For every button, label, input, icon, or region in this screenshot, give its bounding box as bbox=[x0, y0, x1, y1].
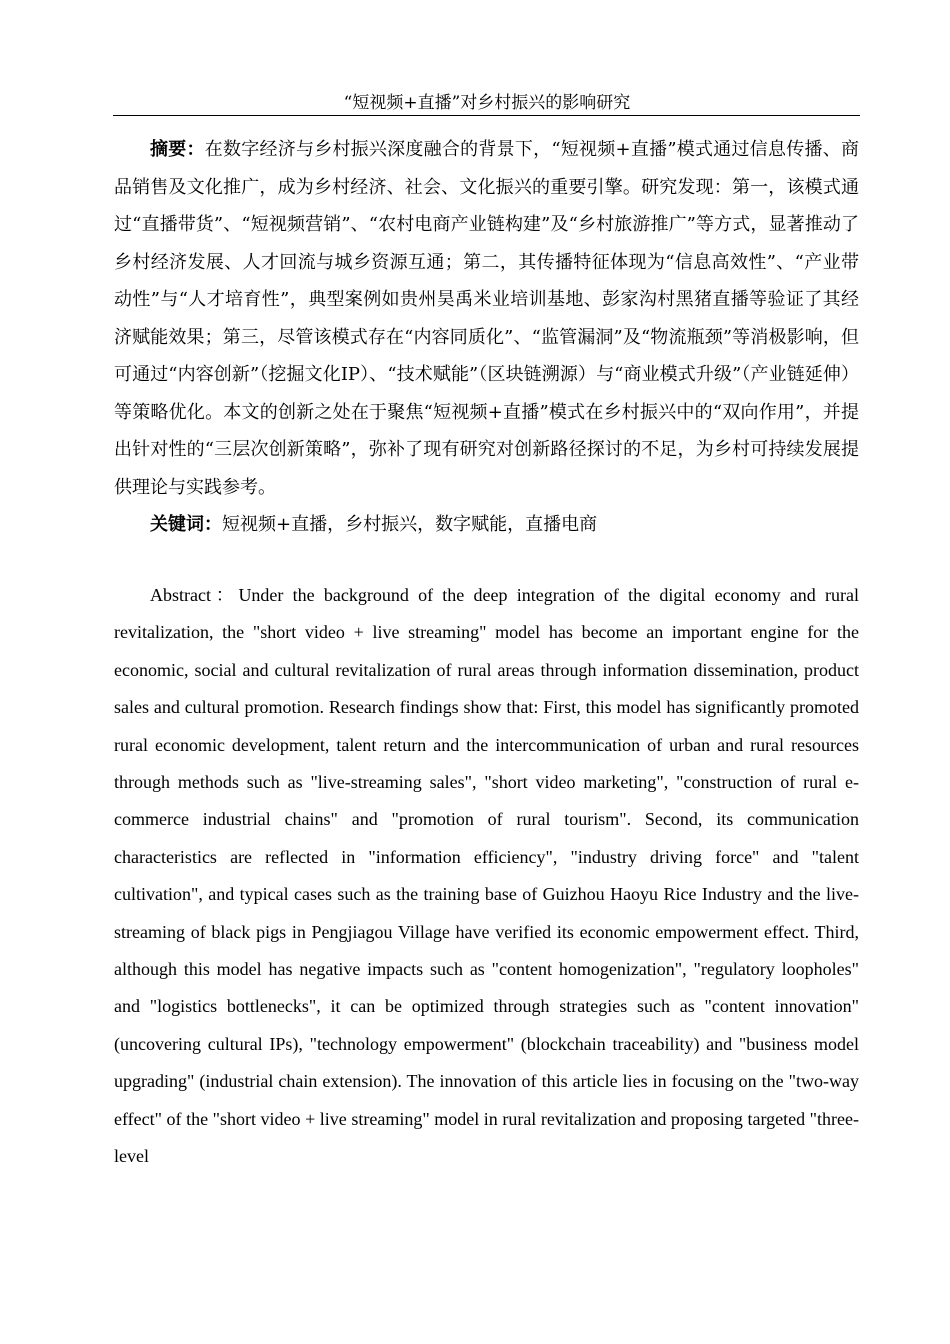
abstract-en-label: Abstract： bbox=[150, 585, 239, 605]
header-divider bbox=[113, 115, 860, 116]
abstract-en-text: Under the background of the deep integration of the digital economy and rural revitalization, the "short video + live streaming" model has become an important engine for the economic, social and cultural revitalization of rural areas through information dissemination, product sales and cultural promotion. Research findings show that: First, this model has significantly promoted rural economic development, talent return and the intercommunication of urban and rural resources through methods such as "live-streaming sales", "short video marketing", "construction of rural e-commerce industrial chains" and "promotion of rural tourism". Second, its communication characteristics are reflected in "information efficiency", "industry driving force" and "talent cultivation", and typical cases such as the training base of Guizhou Haoyu Rice Industry and the live-streaming of black pigs in Pengjiagou Village have verified its economic empowerment effect. Third, although this model has negative impacts such as "content homogenization", "regulatory loopholes" and "logistics bottlenecks", it can be optimized through strategies such as "content innovation" (uncovering cultural IPs), "technology empowerment" (blockchain traceability) and "business model upgrading" (industrial chain extension). The innovation of this article lies in focusing on the "two-way effect" of the "short video + live streaming" model in rural revitalization and proposing targeted "three-level bbox=[114, 585, 859, 1167]
running-header-title: “短视频+直播”对乡村振兴的影响研究 bbox=[343, 93, 631, 113]
english-abstract-section bbox=[114, 577, 859, 1176]
abstract-en-paragraph bbox=[114, 577, 859, 1176]
keywords-cn-text: 短视频+直播，乡村振兴，数字赋能，直播电商 bbox=[222, 514, 598, 535]
abstract-cn-paragraph bbox=[114, 131, 859, 506]
abstract-cn-label: 摘要： bbox=[150, 139, 205, 160]
keywords-cn-label: 关键词： bbox=[150, 514, 222, 535]
keywords-cn-paragraph bbox=[114, 506, 859, 544]
chinese-abstract-section bbox=[114, 131, 859, 544]
abstract-cn-text: 在数字经济与乡村振兴深度融合的背景下，“短视频+直播”模式通过信息传播、商品销售及文化推广，成为乡村经济、社会、文化振兴的重要引擎。研究发现：第一，该模式通过“直播带货”、“短视频营销”、“农村电商产业链构建”及“乡村旅游推广”等方式，显著推动了乡村经济发展、人才回流与城乡资源互通；第二，其传播特征体现为“信息高效性”、“产业带动性”与“人才培育性”，典型案例如贵州昊禹米业培训基地、彭家沟村黑猪直播等验证了其经济赋能效果；第三，尽管该模式存在“内容同质化”、“监管漏洞”及“物流瓶颈”等消极影响，但可通过“内容创新”（挖掘文化IP）、“技术赋能”（区块链溯源）与“商业模式升级”（产业链延伸）等策略优化。本文的创新之处在于聚焦“短视频+直播”模式在乡村振兴中的“双向作用”，并提出针对性的“三层次创新策略”，弥补了现有研究对创新路径探讨的不足，为乡村可持续发展提供理论与实践参考。 bbox=[114, 139, 860, 498]
